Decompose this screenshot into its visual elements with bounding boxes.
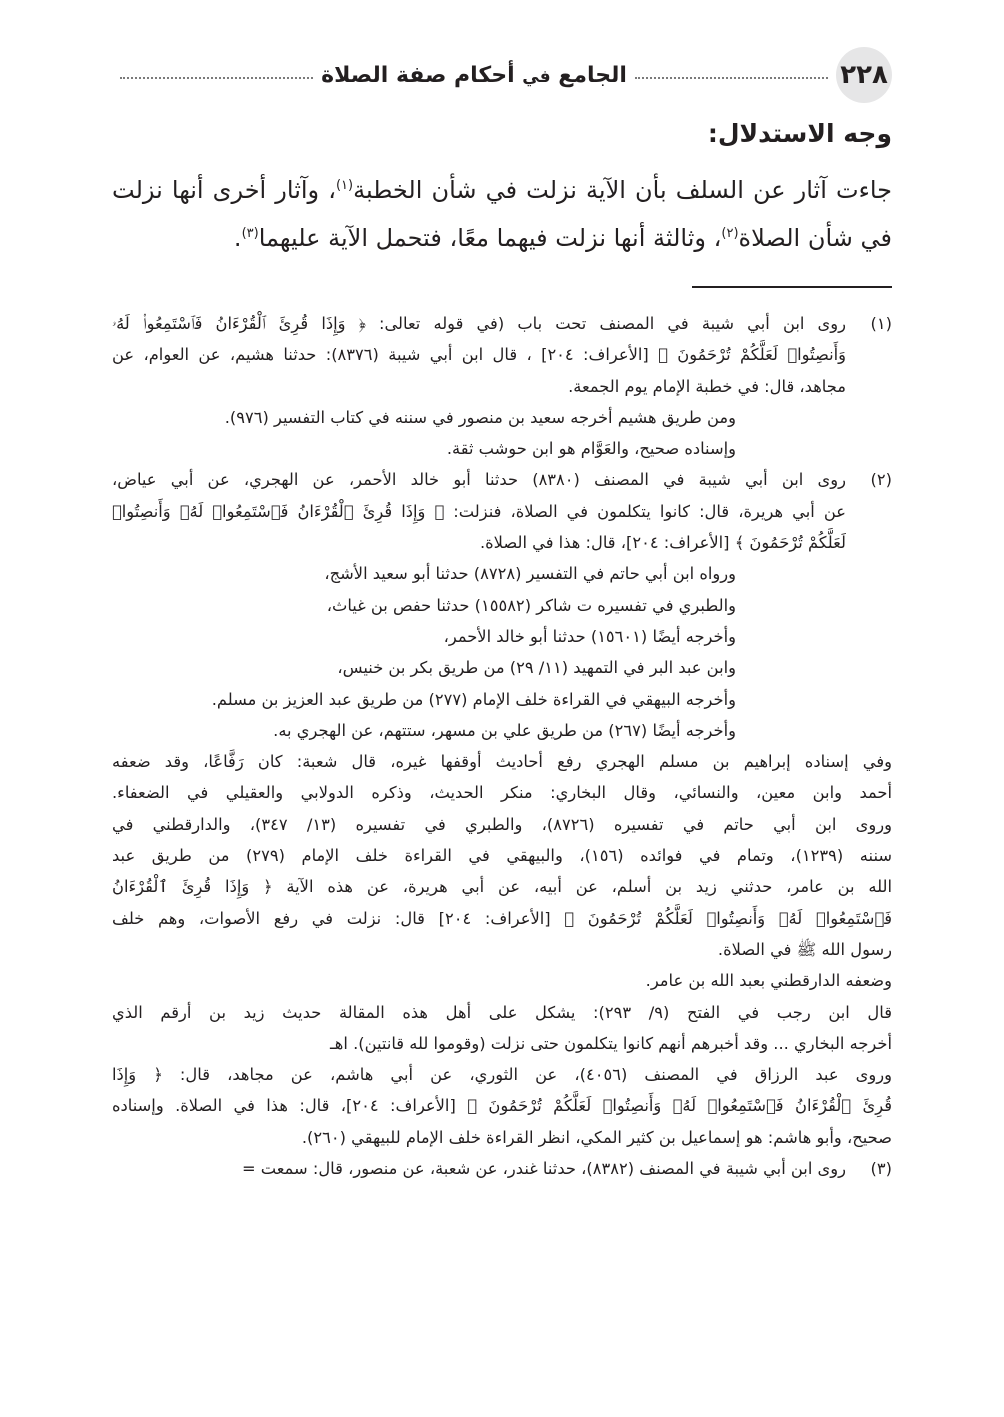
footnote-number: (٢) [870,470,892,490]
footnote-line: قال ابن رجب في الفتح (٩/ ٢٩٣): يشكل على أهل هذه المقالة حديث زيد بن أرقم الذي [112,1002,892,1022]
footnote-line: وروى عبد الرزاق في المصنف (٤٠٥٦)، عن الثوري، عن أبي هاشم، عن مجاهد، قال: ﴿ وَإِذَا [112,1065,892,1085]
footnote-line: سننه (١٢٣٩)، وتمام في فوائده (١٥٦)، والبيهقي في القراءة خلف الإمام (٢٧٩) من طريق عبد [112,846,892,866]
footnote-ref-2[interactable]: (٢) [721,226,739,241]
running-title [321,63,627,88]
main-text [112,112,892,260]
footnote-line: الله بن عامر، حدثني زيد بن أسلم، عن أبيه، عن أبي هريرة، عن هذه الآية ﴿ وَإِذَا قُرِئَ ٱلْقُرْءَانُ [112,877,892,897]
footnote-line: روى ابن أبي شيبة في المصنف (٨٣٨٠) حدثنا أبو خالد الأحمر، عن الهجري، عن أبي عياض، [112,470,846,490]
footnote-line: فَٱسْتَمِعُوا۟ لَهُۥ وَأَنصِتُوا۟ لَعَلَّكُمْ تُرْحَمُونَ ﴾ [الأعراف: ٢٠٤] قال: نزلت في رفع الأصوات، وهم خلف [112,908,892,928]
footnote-number: (١) [870,314,892,333]
footnote-1 [112,308,892,464]
footnote-ref-3[interactable]: (٣) [241,226,259,241]
page-number: ٢٢٨ [836,47,892,103]
running-title-small: في [522,66,551,87]
footnote-line: وفي إسناده إبراهيم بن مسلم الهجري رفع أحاديث أوقفها غيره، قال شعبة: كان رَفَّاعًا، وقد ضعفه [112,752,892,772]
footnote-line: والطبري في تفسيره ت شاكر (١٥٥٨٢) حدثنا حفص بن غياث، [326,595,736,615]
footnote-line: روى ابن أبي شيبة في المصنف تحت باب (في قوله تعالى: ﴿ وَإِذَا قُرِئَ ٱلْقُرْءَانُ فَٱسْتَمِعُوا۟ لَهُۥ [112,314,846,333]
running-title-main: الجامع [558,62,627,88]
footnote-line: أخرجه البخاري ... وقد أخبرهم أنهم كانوا يتكلمون حتى نزلت (وقوموا لله قانتين). اهـ [330,1033,892,1053]
footnote-line: وأخرجه أيضًا (٢٦٧) من طريق علي بن مسهر، ستتهم، عن الهجري به. [273,720,736,740]
para-end: . [233,224,242,252]
footnote-separator [692,286,892,288]
running-header [112,44,892,106]
footnotes [112,308,892,1184]
footnote-line: وروى ابن أبي حاتم في تفسيره (٨٧٢٦)، والطبري في تفسيره (١٣/ ٣٤٧)، والدارقطني في [112,814,892,834]
footnote-2-continued [112,746,892,1153]
footnote-number: (٣) [870,1159,892,1179]
footnote-line: ومن طريق هشيم أخرجه سعيد بن منصور في سننه في كتاب التفسير (٩٧٦). [224,407,736,427]
footnote-line: عن أبي هريرة، قال: كانوا يتكلمون في الصلاة، فنزلت: ﴿ وَإِذَا قُرِئَ ٱلْقُرْءَانُ فَٱسْتَمِعُوا۟ لَهُۥ وَأَنصِتُوا۟ [112,501,846,521]
section-heading: وجه الاستدلال: [707,119,892,148]
footnote-line: ورواه ابن أبي حاتم في التفسير (٨٧٢٨) حدثنا أبو سعيد الأشج، [324,564,736,584]
para-part-2: ، وآثار أخرى أنها نزلت في شأن الصلاة [112,176,892,252]
footnote-line: وأخرجه البيهقي في القراءة خلف الإمام (٢٧٧) من طريق عبد العزيز بن مسلم. [211,689,736,709]
header-dots-right [120,77,313,79]
footnote-line: صحيح، وأبو هاشم: هو إسماعيل بن كثير المكي، انظر القراءة خلف الإمام للبيهقي (٢٦٠). [301,1127,892,1147]
body-paragraph [112,164,892,260]
footnote-line: وضعفه الدارقطني بعبد الله بن عامر. [645,971,892,991]
footnote-line: لَعَلَّكُمْ تُرْحَمُونَ ﴾ [الأعراف: ٢٠٤]، قال: هذا في الصلاة. [479,533,846,553]
footnote-line: روى ابن أبي شيبة في المصنف (٨٣٨٢)، حدثنا غندر، عن شعبة، عن منصور، قال: سمعت = [241,1159,846,1179]
para-part-3: ، وثالثة أنها نزلت فيهما معًا، فتحمل الآية عليهما [258,224,722,252]
footnote-ref-1[interactable]: (١) [335,178,354,193]
footnote-line: وابن عبد البر في التمهيد (١١/ ٢٩) من طريق بكر بن خنيس، [337,658,736,678]
footnote-line: وإسناده صحيح، والعَوَّام هو ابن حوشب ثقة. [446,439,736,459]
footnote-line: وَأَنصِتُوا۟ لَعَلَّكُمْ تُرْحَمُونَ ﴾ [الأعراف: ٢٠٤] ، قال ابن أبي شيبة (٨٣٧٦): حدثنا هشيم، عن العوام، عن [112,345,846,365]
footnote-line: وأخرجه أيضًا (١٥٦٠١) حدثنا أبو خالد الأحمر، [443,626,736,646]
footnote-2 [112,464,892,746]
para-part-1: جاءت آثار عن السلف بأن الآية نزلت في شأن الخطبة [353,176,892,204]
footnote-line: مجاهد، قال: في خطبة الإمام يوم الجمعة. [568,376,846,396]
footnote-line: أحمد وابن معين، والنسائي، وقال البخاري: منكر الحديث، وذكره الدولابي والعقيلي في الضعفاء. [112,783,892,803]
footnote-3 [112,1153,892,1184]
footnote-line: رسول الله ﷺ في الصلاة. [717,939,892,959]
footnote-line: قُرِئَ ٱلْقُرْءَانُ فَٱسْتَمِعُوا۟ لَهُۥ وَأَنصِتُوا۟ لَعَلَّكُمْ تُرْحَمُونَ ﴾ [الأعراف: ٢٠٤]، قال: هذا في الصلاة. وإسناده [112,1096,892,1116]
running-title-rest: أحكام صفة الصلاة [321,62,515,88]
header-dots-left [635,77,828,79]
